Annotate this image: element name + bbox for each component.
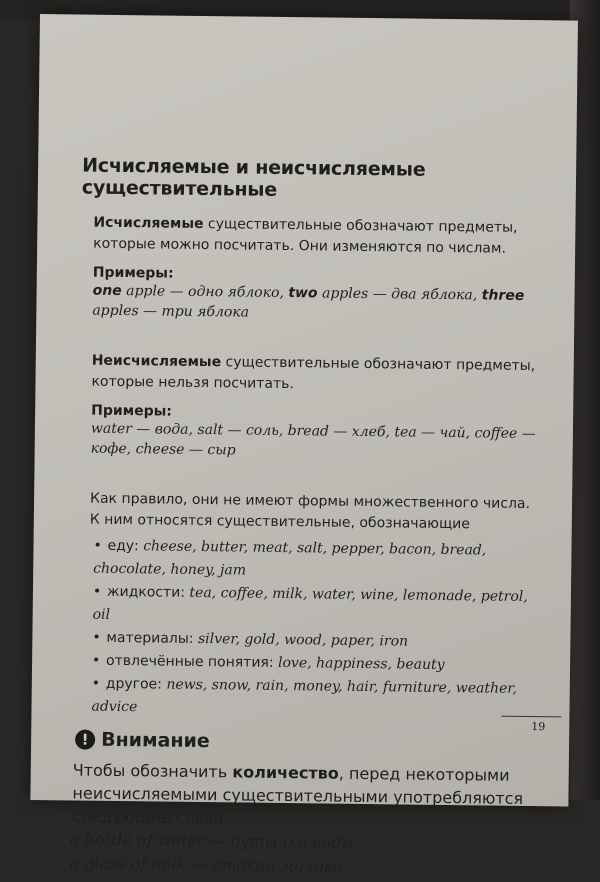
bullet-icon: • [93, 537, 102, 554]
page-content [69, 154, 544, 881]
bullet-icon: • [92, 583, 102, 600]
category-words: silver, gold, wood, paper, iron [197, 630, 409, 650]
attention-text [72, 758, 537, 833]
example-rest: apples — два яблока, [317, 285, 482, 304]
rule-text: Как правило, они не имеют формы множественного числа. К ним относятся существительные, обозначающие [89, 490, 531, 533]
example-bold: three [481, 287, 525, 304]
example-rest: apples — три яблока [92, 302, 250, 321]
countable-examples-label: Примеры: [92, 264, 174, 282]
uncountable-block [91, 351, 542, 464]
uncountable-term: Неисчисляемые [91, 352, 222, 371]
example-rest: apple — одно яблоко, [121, 283, 289, 302]
category-label: еду: [107, 537, 144, 555]
uncountable-text: существительные обозначают предметы, которые нельзя посчитать. [91, 354, 536, 393]
section-title: Исчисляемые и неисчисляемые существительные [81, 154, 426, 201]
category-words: news, snow, rain, money, hair, furniture, weather, advice [91, 676, 518, 716]
countable-term: Исчисляемые [93, 214, 204, 233]
list-item [89, 535, 540, 586]
attention-title: Внимание [101, 728, 210, 753]
list-item [89, 581, 540, 632]
bullet-icon: • [92, 629, 101, 646]
uncountable-definition [91, 351, 541, 398]
attention-heading [75, 728, 537, 756]
example-bold: one [92, 282, 122, 300]
countable-examples [92, 281, 542, 326]
category-words: cheese, butter, meat, salt, pepper, bacon, bread, chocolate, honey, jam [93, 538, 487, 579]
category-list [87, 535, 539, 724]
countable-block [92, 213, 543, 326]
attention-bold: количество [232, 762, 339, 783]
attention-example: a bottle of water — бутылка воды [69, 829, 355, 852]
countable-text: существительные обозначают предметы, которые можно посчитать. Они изменяются по числам. [93, 216, 518, 257]
example-bold: two [288, 285, 318, 302]
category-label: другое: [105, 675, 167, 693]
category-label: материалы: [106, 629, 199, 647]
countable-definition [93, 213, 543, 260]
uncountable-examples: water — вода, salt — соль, bread — хлеб, tea — чай, coffee — кофе, cheese — сыр [90, 420, 536, 459]
category-words: love, happiness, beauty [277, 654, 445, 673]
exclamation-icon: ! [75, 729, 95, 749]
page-number: 19 [531, 720, 546, 734]
rule-block [87, 489, 540, 724]
category-label: жидкости: [106, 583, 190, 601]
uncountable-examples-label: Примеры: [91, 402, 173, 420]
attention-text-end: , перед некоторыми неисчисляемыми существительными употребляются следующие слова: [72, 763, 524, 828]
attention-text-start: Чтобы обозначить [72, 760, 233, 782]
category-label: отвлечённые понятия: [106, 652, 279, 671]
bullet-icon: • [91, 675, 101, 692]
category-words: tea, coffee, milk, water, wine, lemonade, petrol, oil [92, 584, 528, 623]
list-item [87, 673, 538, 724]
bullet-icon: • [92, 652, 101, 669]
book-page [30, 14, 578, 876]
attention-example: a glass of milk — стакан молока [69, 853, 343, 876]
